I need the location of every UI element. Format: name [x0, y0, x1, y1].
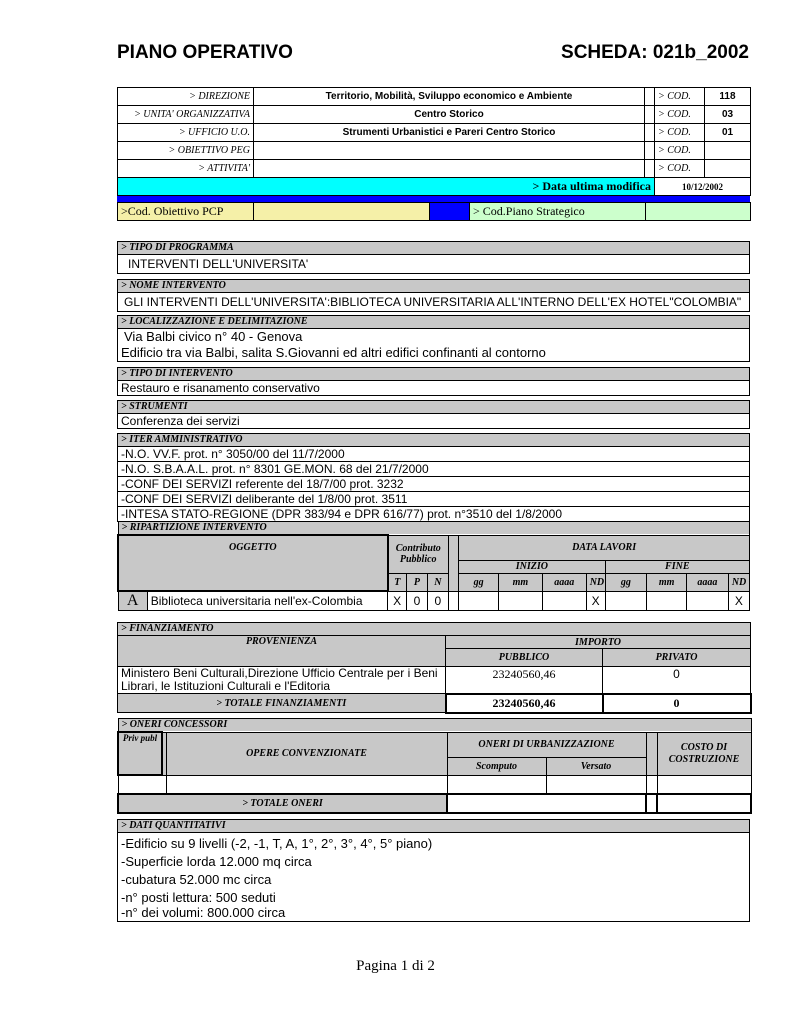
direzione-cod[interactable]: 118 [705, 88, 751, 106]
col-aaaa: aaaa [687, 573, 729, 591]
section-header: > LOCALIZZAZIONE E DELIMITAZIONE [118, 316, 750, 329]
cod-label: > COD. [655, 142, 705, 160]
oggetto-header: OGGETTO [118, 535, 388, 591]
quantitativi-item: -n° posti lettura: 500 seduti [121, 890, 276, 905]
strumenti-value[interactable]: Conferenza dei servizi [118, 414, 750, 429]
costo-cell[interactable] [657, 775, 751, 794]
section-header: > STRUMENTI [118, 401, 750, 414]
totale-finanziamenti-label: > TOTALE FINANZIAMENTI [118, 694, 446, 713]
cell-fine-nd[interactable]: X [728, 591, 749, 611]
iter-item[interactable]: -INTESA STATO-REGIONE (DPR 383/94 e DPR 616/77) prot. n°3510 del 1/8/2000 [118, 507, 750, 522]
cell-inizio-aaaa[interactable] [542, 591, 586, 611]
page-title: PIANO OPERATIVO [117, 42, 293, 63]
localizzazione-line: Via Balbi civico n° 40 - Genova [124, 329, 303, 344]
ident-row-obiettivo [118, 142, 751, 160]
iter-item[interactable]: -N.O. S.B.A.A.L. prot. n° 8301 GE.MON. 68 del 21/7/2000 [118, 462, 750, 477]
cod-label: > COD. [655, 160, 705, 178]
finanziamento-section [117, 622, 752, 714]
fine-header: FINE [605, 560, 749, 573]
ident-row-attivita [118, 160, 751, 178]
pcp-label: >Cod. Obiettivo PCP [118, 203, 254, 221]
contributo-header: Contributo Pubblico [388, 535, 449, 573]
col-nd: ND [586, 573, 605, 591]
pcp-blue-cell [430, 203, 470, 221]
provenienza-line: Librari, le Istituzioni Culturali e l'Editoria [121, 679, 331, 693]
tipo-intervento-section [117, 367, 750, 396]
tipo-programma-section [117, 241, 750, 274]
ufficio-cod[interactable]: 01 [705, 124, 751, 142]
localizzazione-value[interactable] [118, 329, 750, 362]
obiettivo-cod[interactable] [705, 142, 751, 160]
nome-intervento-section [117, 279, 750, 312]
versato-cell[interactable] [546, 775, 646, 794]
col-nd: ND [728, 573, 749, 591]
inizio-header: INIZIO [459, 560, 605, 573]
section-header: > ONERI CONCESSORI [118, 719, 751, 733]
col-p: P [406, 573, 427, 591]
table-row [118, 667, 751, 694]
data-lavori-header: DATA LAVORI [459, 535, 750, 560]
cod-label: > COD. [655, 88, 705, 106]
ident-row-direzione [118, 88, 751, 106]
ident-row-ufficio [118, 124, 751, 142]
section-header: > TIPO DI PROGRAMMA [118, 242, 750, 255]
cell-inizio-mm[interactable] [498, 591, 542, 611]
col-gg: gg [459, 573, 499, 591]
col-t: T [388, 573, 407, 591]
obiettivo-value[interactable] [254, 142, 645, 160]
quantitativi-item: -n° dei volumi: 800.000 circa [121, 905, 286, 920]
unita-cod[interactable]: 03 [705, 106, 751, 124]
section-header: > TIPO DI INTERVENTO [118, 368, 750, 381]
page-number: Pagina 1 di 2 [356, 958, 435, 974]
iter-item[interactable]: -N.O. VV.F. prot. n° 3050/00 del 11/7/2000 [118, 447, 750, 462]
provenienza-line: Ministero Beni Culturali,Direzione Ufficio Centrale per i Beni [121, 666, 438, 680]
piano-strategico-label: > Cod.Piano Strategico [470, 203, 646, 221]
ident-table [117, 87, 751, 196]
privato-header: PRIVATO [603, 649, 751, 667]
iter-item[interactable]: -CONF DEI SERVIZI referente del 18/7/00 prot. 3232 [118, 477, 750, 492]
strumenti-section [117, 400, 750, 429]
ident-row-unita [118, 106, 751, 124]
cod-label: > COD. [655, 106, 705, 124]
piano-strategico-value[interactable] [646, 203, 751, 221]
priv-publ-cell[interactable] [118, 775, 166, 794]
direzione-value[interactable]: Territorio, Mobilità, Sviluppo economico e Ambiente [254, 88, 645, 106]
scomputo-cell[interactable] [447, 775, 546, 794]
attivita-label: > ATTIVITA' [118, 160, 254, 178]
tipo-intervento-value[interactable]: Restauro e risanamento conservativo [118, 381, 750, 396]
col-gg: gg [605, 573, 647, 591]
row-letter: A [118, 591, 147, 611]
col-mm: mm [498, 573, 542, 591]
tipo-programma-value[interactable]: INTERVENTI DELL'UNIVERSITA' [118, 255, 750, 274]
totale-costo-cell [657, 794, 751, 813]
data-modifica-label: > Data ultima modifica [118, 178, 655, 196]
section-header: > ITER AMMINISTRATIVO [118, 434, 750, 447]
cell-t[interactable]: X [388, 591, 407, 611]
table-row [118, 591, 750, 611]
col-mm: mm [647, 573, 687, 591]
provenienza-header: PROVENIENZA [118, 636, 446, 667]
col-n: N [427, 573, 448, 591]
direzione-label: > DIREZIONE [118, 88, 254, 106]
cell-fine-aaaa[interactable] [687, 591, 729, 611]
col-aaaa: aaaa [542, 573, 586, 591]
table-row [118, 775, 751, 794]
cod-label: > COD. [655, 124, 705, 142]
cell-p[interactable]: 0 [406, 591, 427, 611]
pcp-table [117, 202, 751, 221]
section-header: > DATI QUANTITATIVI [118, 820, 750, 833]
quantitativi-value[interactable] [118, 833, 750, 922]
cell-fine-gg[interactable] [605, 591, 647, 611]
pubblico-value[interactable]: 23240560,46 [446, 667, 603, 694]
cell-inizio-gg[interactable] [459, 591, 499, 611]
totale-pubblico-value: 23240560,46 [446, 694, 603, 713]
urbanizzazione-header: ONERI DI URBANIZZAZIONE [447, 732, 646, 757]
row-desc[interactable]: Biblioteca universitaria nell'ex-Colombia [147, 591, 387, 611]
pcp-value[interactable] [254, 203, 430, 221]
opere-cell[interactable] [166, 775, 447, 794]
section-header: > NOME INTERVENTO [118, 280, 750, 293]
costo-header: COSTO DI COSTRUZIONE [657, 732, 751, 775]
totale-oneri-label: > TOTALE ONERI [118, 794, 447, 813]
priv-publ-header: Priv publ [118, 732, 162, 775]
unita-value[interactable]: Centro Storico [254, 106, 645, 124]
data-modifica-value[interactable]: 10/12/2002 [655, 178, 751, 196]
section-header: > FINANZIAMENTO [118, 623, 751, 636]
iter-item[interactable]: -CONF DEI SERVIZI deliberante del 1/8/00 prot. 3511 [118, 492, 750, 507]
cell-inizio-nd[interactable]: X [586, 591, 605, 611]
unita-label: > UNITA' ORGANIZZATIVA [118, 106, 254, 124]
versato-header: Versato [546, 757, 646, 775]
cell-n[interactable]: 0 [427, 591, 448, 611]
attivita-value[interactable] [254, 160, 645, 178]
opere-header: OPERE CONVENZIONATE [166, 732, 447, 775]
quantitativi-item: -Superficie lorda 12.000 mq circa [121, 854, 312, 869]
ufficio-value[interactable]: Strumenti Urbanistici e Pareri Centro Storico [254, 124, 645, 142]
ufficio-label: > UFFICIO U.O. [118, 124, 254, 142]
cell-fine-mm[interactable] [647, 591, 687, 611]
scomputo-header: Scomputo [447, 757, 546, 775]
importo-header: IMPORTO [446, 636, 751, 649]
ripartizione-section [117, 521, 750, 611]
quantitativi-item: -cubatura 52.000 mc circa [121, 872, 272, 887]
pubblico-header: PUBBLICO [446, 649, 603, 667]
quantitativi-item: -Edificio su 9 livelli (-2, -1, T, A, 1°, 2°, 3°, 4°, 5° piano) [121, 836, 433, 851]
nome-intervento-value[interactable]: GLI INTERVENTI DELL'UNIVERSITA':BIBLIOTECA UNIVERSITARIA ALL'INTERNO DELL'EX HOTEL"COLOMBIA" [118, 293, 750, 312]
localizzazione-line: Edificio tra via Balbi, salita S.Giovanni ed altri edifici confinanti al contorno [121, 345, 546, 360]
ident-row-data [118, 178, 751, 196]
scheda-code: SCHEDA: 021b_2002 [561, 42, 749, 63]
localizzazione-section [117, 315, 750, 362]
provenienza-value[interactable] [118, 667, 446, 694]
iter-section [117, 433, 750, 522]
privato-value[interactable]: 0 [603, 667, 751, 694]
oneri-section [117, 718, 752, 814]
quantitativi-section [117, 819, 750, 922]
section-header: > RIPARTIZIONE INTERVENTO [118, 522, 750, 536]
obiettivo-label: > OBIETTIVO PEG [118, 142, 254, 160]
attivita-cod[interactable] [705, 160, 751, 178]
totale-urbanizzazione-cell [447, 794, 646, 813]
totale-privato-value: 0 [603, 694, 751, 713]
